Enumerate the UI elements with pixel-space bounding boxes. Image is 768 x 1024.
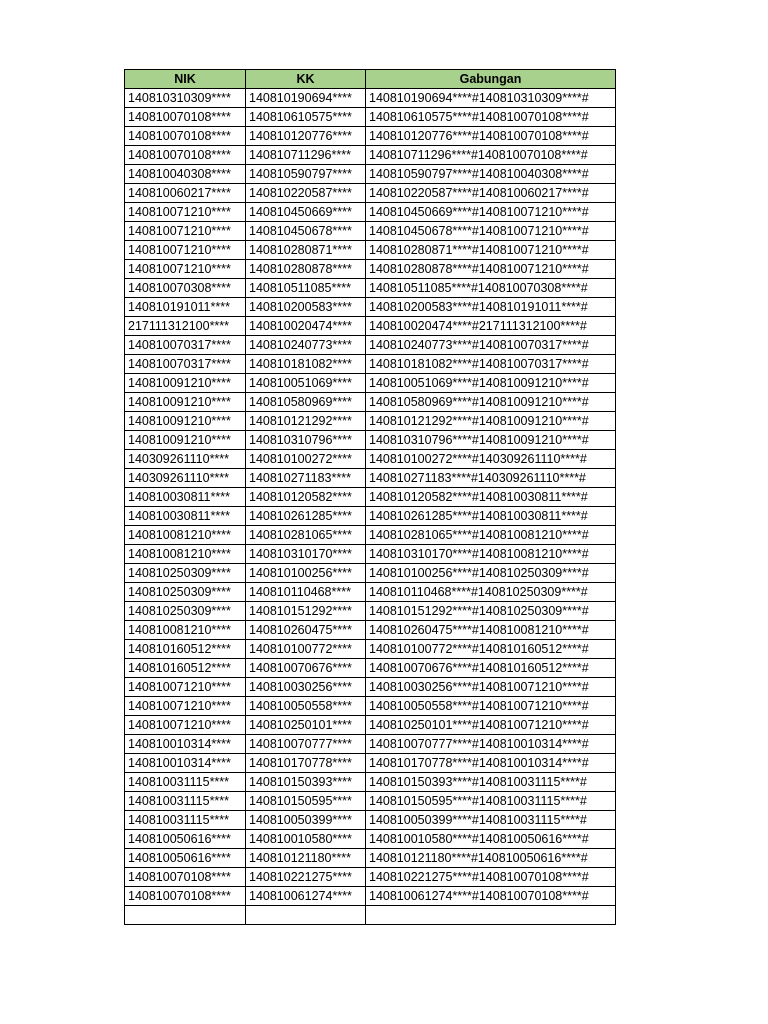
table-row xyxy=(125,203,616,222)
table-row xyxy=(125,678,616,697)
cell-nik[interactable]: 140810091210**** xyxy=(125,412,246,431)
table-row xyxy=(125,602,616,621)
cell-kk[interactable]: 140810121180**** xyxy=(246,849,366,868)
table-row xyxy=(125,336,616,355)
cell-nik[interactable]: 140810070108**** xyxy=(125,146,246,165)
cell-gabungan[interactable]: 140810190694****#140810310309****# xyxy=(366,89,616,108)
cell-gabungan[interactable]: 140810221275****#140810070108****# xyxy=(366,868,616,887)
cell-kk[interactable]: 140810051069**** xyxy=(246,374,366,393)
cell-gabungan[interactable]: 140810450669****#140810071210****# xyxy=(366,203,616,222)
cell-gabungan[interactable]: 140810110468****#140810250309****# xyxy=(366,583,616,602)
cell-kk[interactable]: 140810170778**** xyxy=(246,754,366,773)
table-row xyxy=(125,469,616,488)
cell-kk[interactable]: 140810580969**** xyxy=(246,393,366,412)
table-row xyxy=(125,450,616,469)
table-row xyxy=(125,887,616,906)
table-row xyxy=(125,89,616,108)
table-row xyxy=(125,222,616,241)
cell-nik[interactable]: 140810250309**** xyxy=(125,583,246,602)
cell-nik[interactable]: 140810010314**** xyxy=(125,754,246,773)
cell-kk[interactable]: 140810061274**** xyxy=(246,887,366,906)
cell-kk[interactable]: 140810280878**** xyxy=(246,260,366,279)
cell-kk[interactable]: 140810310170**** xyxy=(246,545,366,564)
cell-kk[interactable]: 140810450669**** xyxy=(246,203,366,222)
cell-kk[interactable]: 140810260475**** xyxy=(246,621,366,640)
cell-nik[interactable]: 140810160512**** xyxy=(125,659,246,678)
table-row xyxy=(125,545,616,564)
table-row xyxy=(125,165,616,184)
cell-kk[interactable]: 140810250101**** xyxy=(246,716,366,735)
header-nik[interactable]: NIK xyxy=(125,70,246,89)
cell-nik[interactable]: 140810071210**** xyxy=(125,678,246,697)
cell-gabungan[interactable]: 140810121180****#140810050616****# xyxy=(366,849,616,868)
cell-gabungan[interactable]: 140810220587****#140810060217****# xyxy=(366,184,616,203)
cell-gabungan[interactable]: 140810450678****#140810071210****# xyxy=(366,222,616,241)
cell-kk[interactable]: 140810220587**** xyxy=(246,184,366,203)
cell-kk[interactable]: 140810200583**** xyxy=(246,298,366,317)
header-gabungan[interactable]: Gabungan xyxy=(366,70,616,89)
cell-kk[interactable]: 140810280871**** xyxy=(246,241,366,260)
table-row xyxy=(125,298,616,317)
cell-nik[interactable]: 140810091210**** xyxy=(125,431,246,450)
cell-nik[interactable]: 140309261110**** xyxy=(125,450,246,469)
cell-kk[interactable]: 140810100272**** xyxy=(246,450,366,469)
cell-nik[interactable]: 140810071210**** xyxy=(125,697,246,716)
cell-nik[interactable]: 140810091210**** xyxy=(125,374,246,393)
cell-gabungan[interactable]: 140810271183****#140309261110****# xyxy=(366,469,616,488)
cell-gabungan[interactable]: 140810250101****#140810071210****# xyxy=(366,716,616,735)
cell-kk[interactable]: 140810281065**** xyxy=(246,526,366,545)
cell-gabungan[interactable]: 140810310796****#140810091210****# xyxy=(366,431,616,450)
cell-gabungan[interactable]: 140810121292****#140810091210****# xyxy=(366,412,616,431)
cell-gabungan[interactable]: 140810100772****#140810160512****# xyxy=(366,640,616,659)
cell-nik[interactable]: 140810070308**** xyxy=(125,279,246,298)
cell-gabungan[interactable]: 140810061274****#140810070108****# xyxy=(366,887,616,906)
cell-gabungan[interactable]: 140810150393****#140810031115****# xyxy=(366,773,616,792)
empty-cell-nik[interactable] xyxy=(125,906,246,925)
cell-kk[interactable]: 140810711296**** xyxy=(246,146,366,165)
table-row xyxy=(125,279,616,298)
cell-gabungan[interactable]: 140810051069****#140810091210****# xyxy=(366,374,616,393)
cell-kk[interactable]: 140810070676**** xyxy=(246,659,366,678)
table-row xyxy=(125,127,616,146)
table-row xyxy=(125,108,616,127)
table-row xyxy=(125,640,616,659)
cell-nik[interactable]: 140810070108**** xyxy=(125,887,246,906)
cell-kk[interactable]: 140810120582**** xyxy=(246,488,366,507)
table-row xyxy=(125,792,616,811)
cell-kk[interactable]: 140810151292**** xyxy=(246,602,366,621)
cell-gabungan[interactable]: 140810200583****#140810191011****# xyxy=(366,298,616,317)
cell-nik[interactable]: 140810071210**** xyxy=(125,716,246,735)
cell-kk[interactable]: 140810050399**** xyxy=(246,811,366,830)
table-row xyxy=(125,412,616,431)
table-row xyxy=(125,260,616,279)
cell-nik[interactable]: 140810040308**** xyxy=(125,165,246,184)
table-row xyxy=(125,374,616,393)
cell-gabungan[interactable]: 140810280878****#140810071210****# xyxy=(366,260,616,279)
cell-nik[interactable]: 140810070317**** xyxy=(125,355,246,374)
table-header xyxy=(125,70,616,89)
cell-gabungan[interactable]: 140810150595****#140810031115****# xyxy=(366,792,616,811)
cell-nik[interactable]: 140810010314**** xyxy=(125,735,246,754)
cell-nik[interactable]: 140810030811**** xyxy=(125,488,246,507)
cell-kk[interactable]: 140810100256**** xyxy=(246,564,366,583)
cell-gabungan[interactable]: 140810610575****#140810070108****# xyxy=(366,108,616,127)
cell-gabungan[interactable]: 140810100272****#140309261110****# xyxy=(366,450,616,469)
cell-kk[interactable]: 140810190694**** xyxy=(246,89,366,108)
cell-kk[interactable]: 140810221275**** xyxy=(246,868,366,887)
cell-nik[interactable]: 140810030811**** xyxy=(125,507,246,526)
table-row xyxy=(125,811,616,830)
cell-gabungan[interactable]: 140810310170****#140810081210****# xyxy=(366,545,616,564)
cell-kk[interactable]: 140810070777**** xyxy=(246,735,366,754)
table-row xyxy=(125,393,616,412)
cell-nik[interactable]: 140810081210**** xyxy=(125,526,246,545)
empty-cell-gabungan[interactable] xyxy=(366,906,616,925)
cell-nik[interactable]: 140810070317**** xyxy=(125,336,246,355)
cell-gabungan[interactable]: 140810070777****#140810010314****# xyxy=(366,735,616,754)
cell-kk[interactable]: 140810030256**** xyxy=(246,678,366,697)
cell-nik[interactable]: 140810081210**** xyxy=(125,545,246,564)
table-row xyxy=(125,146,616,165)
cell-nik[interactable]: 140810031115**** xyxy=(125,792,246,811)
cell-nik[interactable]: 140810060217**** xyxy=(125,184,246,203)
cell-nik[interactable]: 140810071210**** xyxy=(125,222,246,241)
cell-gabungan[interactable]: 140810511085****#140810070308****# xyxy=(366,279,616,298)
table-row xyxy=(125,697,616,716)
table-row xyxy=(125,716,616,735)
table-row xyxy=(125,431,616,450)
header-row xyxy=(125,70,616,89)
table-row xyxy=(125,754,616,773)
cell-nik[interactable]: 140810031115**** xyxy=(125,811,246,830)
cell-nik[interactable]: 140810071210**** xyxy=(125,260,246,279)
cell-kk[interactable]: 140810020474**** xyxy=(246,317,366,336)
table-row xyxy=(125,849,616,868)
cell-gabungan[interactable]: 140810050399****#140810031115****# xyxy=(366,811,616,830)
cell-gabungan[interactable]: 140810261285****#140810030811****# xyxy=(366,507,616,526)
cell-kk[interactable]: 140810511085**** xyxy=(246,279,366,298)
cell-nik[interactable]: 140810071210**** xyxy=(125,241,246,260)
cell-nik[interactable]: 140810070108**** xyxy=(125,868,246,887)
cell-gabungan[interactable]: 140810711296****#140810070108****# xyxy=(366,146,616,165)
table-row xyxy=(125,830,616,849)
table-row xyxy=(125,659,616,678)
cell-nik[interactable]: 140810050616**** xyxy=(125,849,246,868)
table-row xyxy=(125,526,616,545)
cell-kk[interactable]: 140810010580**** xyxy=(246,830,366,849)
cell-nik[interactable]: 140810031115**** xyxy=(125,773,246,792)
cell-gabungan[interactable]: 140810260475****#140810081210****# xyxy=(366,621,616,640)
cell-kk[interactable]: 140810261285**** xyxy=(246,507,366,526)
cell-gabungan[interactable]: 140810580969****#140810091210****# xyxy=(366,393,616,412)
table-row xyxy=(125,355,616,374)
cell-gabungan[interactable]: 140810100256****#140810250309****# xyxy=(366,564,616,583)
cell-kk[interactable]: 140810310796**** xyxy=(246,431,366,450)
cell-gabungan[interactable]: 140810181082****#140810070317****# xyxy=(366,355,616,374)
cell-kk[interactable]: 140810100772**** xyxy=(246,640,366,659)
cell-kk[interactable]: 140810181082**** xyxy=(246,355,366,374)
cell-nik[interactable]: 140810070108**** xyxy=(125,127,246,146)
cell-kk[interactable]: 140810271183**** xyxy=(246,469,366,488)
cell-kk[interactable]: 140810150595**** xyxy=(246,792,366,811)
cell-nik[interactable]: 140810091210**** xyxy=(125,393,246,412)
cell-nik[interactable]: 217111312100**** xyxy=(125,317,246,336)
cell-gabungan[interactable]: 140810070676****#140810160512****# xyxy=(366,659,616,678)
cell-nik[interactable]: 140810070108**** xyxy=(125,108,246,127)
table-row xyxy=(125,241,616,260)
cell-nik[interactable]: 140810050616**** xyxy=(125,830,246,849)
cell-gabungan[interactable]: 140810120776****#140810070108****# xyxy=(366,127,616,146)
table-row xyxy=(125,583,616,602)
cell-nik[interactable]: 140810071210**** xyxy=(125,203,246,222)
table-body xyxy=(125,89,616,925)
cell-nik[interactable]: 140309261110**** xyxy=(125,469,246,488)
cell-nik[interactable]: 140810160512**** xyxy=(125,640,246,659)
cell-kk[interactable]: 140810590797**** xyxy=(246,165,366,184)
cell-gabungan[interactable]: 140810170778****#140810010314****# xyxy=(366,754,616,773)
cell-gabungan[interactable]: 140810120582****#140810030811****# xyxy=(366,488,616,507)
cell-nik[interactable]: 140810250309**** xyxy=(125,602,246,621)
cell-kk[interactable]: 140810240773**** xyxy=(246,336,366,355)
cell-gabungan[interactable]: 140810010580****#140810050616****# xyxy=(366,830,616,849)
cell-nik[interactable]: 140810310309**** xyxy=(125,89,246,108)
cell-gabungan[interactable]: 140810281065****#140810081210****# xyxy=(366,526,616,545)
header-kk[interactable]: KK xyxy=(246,70,366,89)
cell-gabungan[interactable]: 140810590797****#140810040308****# xyxy=(366,165,616,184)
cell-gabungan[interactable]: 140810050558****#140810071210****# xyxy=(366,697,616,716)
table-row xyxy=(125,564,616,583)
data-table xyxy=(124,69,616,925)
table-row xyxy=(125,868,616,887)
cell-gabungan[interactable]: 140810151292****#140810250309****# xyxy=(366,602,616,621)
cell-nik[interactable]: 140810081210**** xyxy=(125,621,246,640)
empty-cell-kk[interactable] xyxy=(246,906,366,925)
table-row xyxy=(125,735,616,754)
table-row xyxy=(125,488,616,507)
table-row xyxy=(125,773,616,792)
empty-row xyxy=(125,906,616,925)
cell-gabungan[interactable]: 140810240773****#140810070317****# xyxy=(366,336,616,355)
cell-nik[interactable]: 140810250309**** xyxy=(125,564,246,583)
cell-gabungan[interactable]: 140810020474****#217111312100****# xyxy=(366,317,616,336)
table-row xyxy=(125,184,616,203)
table-row xyxy=(125,621,616,640)
cell-nik[interactable]: 140810191011**** xyxy=(125,298,246,317)
cell-kk[interactable]: 140810050558**** xyxy=(246,697,366,716)
cell-kk[interactable]: 140810120776**** xyxy=(246,127,366,146)
table-row xyxy=(125,507,616,526)
cell-kk[interactable]: 140810121292**** xyxy=(246,412,366,431)
cell-gabungan[interactable]: 140810280871****#140810071210****# xyxy=(366,241,616,260)
cell-kk[interactable]: 140810110468**** xyxy=(246,583,366,602)
table-row xyxy=(125,317,616,336)
cell-kk[interactable]: 140810450678**** xyxy=(246,222,366,241)
cell-kk[interactable]: 140810150393**** xyxy=(246,773,366,792)
cell-kk[interactable]: 140810610575**** xyxy=(246,108,366,127)
cell-gabungan[interactable]: 140810030256****#140810071210****# xyxy=(366,678,616,697)
